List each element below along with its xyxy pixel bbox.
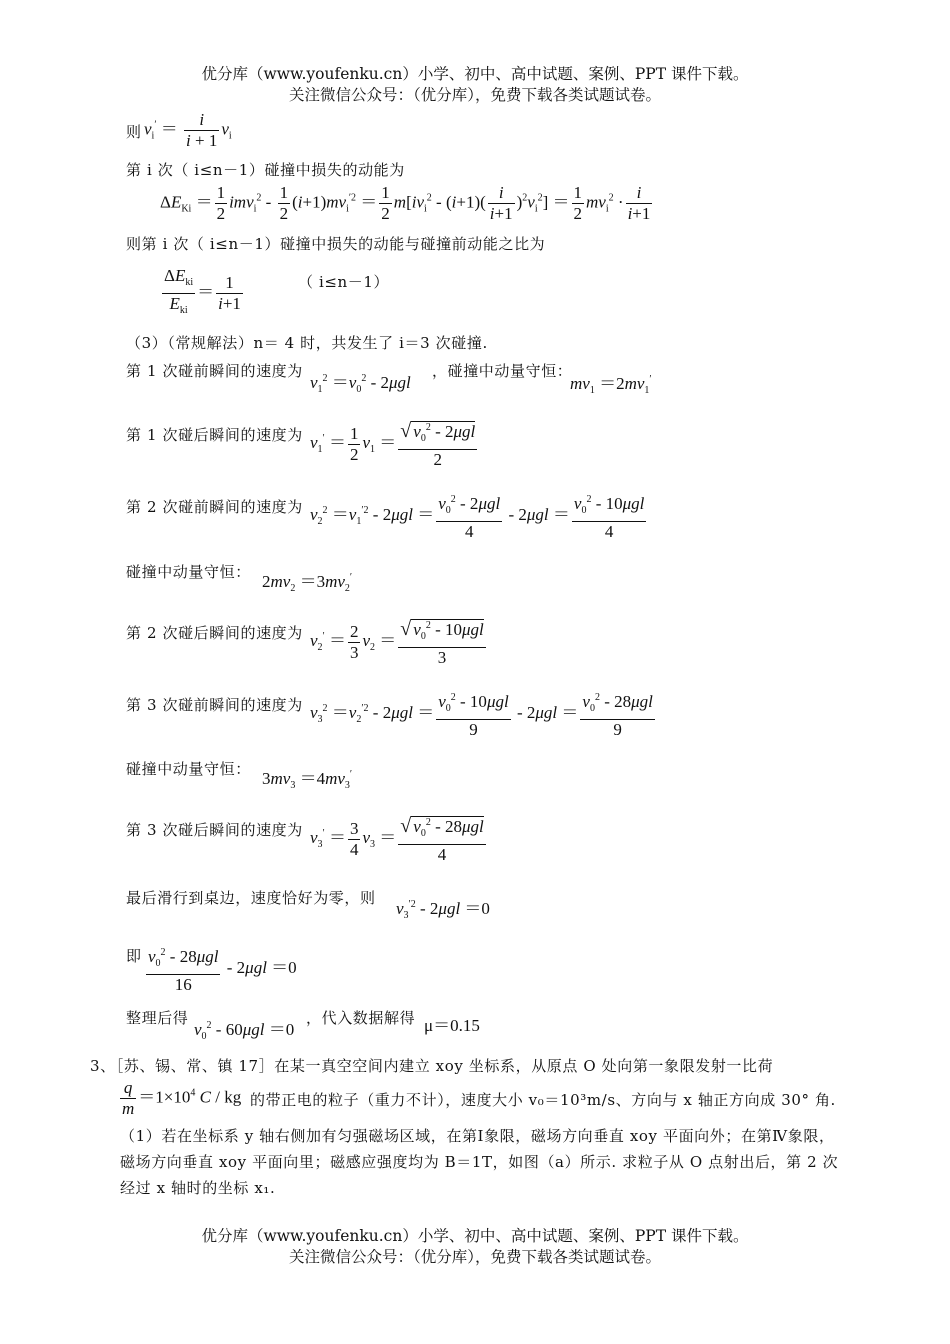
ratio-intro: 则第 i 次（ i≤n－1）碰撞中损失的动能与碰撞前动能之比为 — [126, 235, 546, 253]
q3-line-2: 的带正电的粒子（重力不计），速度大小 v₀＝10³m/s、方向与 x 轴正方向成 30° 角. — [250, 1091, 836, 1109]
formula-v2-squared: $v_2^2 =v_1^{'2} - 2\mu gl$ ＝ $\frac{v_0^2 - 2\mu gl}{4}$ - 2μgl ＝ $\frac{v_0^2 - 10\mu gl}{4}$ — [310, 490, 648, 542]
q3-line-1: 3、［苏、锡、常、镇 17］在某一真空空间内建立 xoy 坐标系，从原点 O 处向第一象限发射一比荷 — [90, 1057, 774, 1075]
c3-momentum-label: 碰撞中动量守恒： — [126, 760, 251, 778]
footer-line-1: 优分库（www.youfenku.cn）小学、初中、高中试题、案例、PPT 课件下载。 — [201, 1227, 749, 1245]
ratio-condition: （ i≤n－1） — [298, 273, 390, 291]
formula-vi-prime: $v_i'$ ＝ $\frac{i}{i + 1}$ $v_i$ — [144, 110, 232, 150]
c2-before-label: 第 2 次碰前瞬间的速度为 — [126, 498, 303, 516]
arrange-label: 整理后得 — [126, 1009, 189, 1027]
substitute-label: ，代入数据解得 — [306, 1009, 416, 1027]
header-line-2: 关注微信公众号：（优分库），免费下载各类试题试卷。 — [288, 86, 661, 104]
c3-before-label: 第 3 次碰前瞬间的速度为 — [126, 696, 303, 714]
formula-v3-squared: $v_3^2 =v_2^{'2} - 2\mu gl$ ＝ $\frac{v_0^2 - 10\mu gl}{9}$ - 2μgl ＝ $\frac{v_0^2 - 28\mu gl}{9}$ — [310, 688, 657, 740]
ji-label: 即 — [126, 947, 142, 965]
formula-v1-prime: $v_1'$ ＝ $\frac{1}{2}$ $v_1$ ＝ $\frac{√ v_0^2 - 2\mu gl}{2}$ — [310, 420, 476, 469]
formula-delta-ek: $\Delta E_{Ki}$ ＝ $\frac{1}{2}$ imv$_i^2$ - $\frac{1}{2}$ $(i+1)mv_i^{'2}$ ＝ $\frac{1}{2}$ $m[iv_i^2 - (i+1)$( $\frac{i}{i+1}$ )$^2v_i^2$] ＝ $\frac{1}{2}$ $mv_i^2$ · $\frac{i}{i+1}$ — [160, 183, 651, 223]
formula-momentum-1: $mv_1 =2mv_1'$ — [570, 374, 652, 396]
formula-final: $v_3^{'2} - 2\mu gl =0$ — [396, 899, 490, 921]
formula-arranged: $v_0^2 - 60\mu gl =0$ — [194, 1020, 295, 1042]
final-label: 最后滑行到桌边，速度恰好为零，则 — [126, 889, 376, 907]
formula-momentum-3: $3mv_3 =4mv_3'$ — [262, 769, 353, 791]
header-line-1: 优分库（www.youfenku.cn）小学、初中、高中试题、案例、PPT 课件下载。 — [201, 65, 749, 83]
q3-line-3: （1）若在坐标系 y 轴右侧加有匀强磁场区域，在第Ⅰ象限，磁场方向垂直 xoy 平面向外；在第Ⅳ象限， — [120, 1127, 835, 1145]
c1-before-label: 第 1 次碰前瞬间的速度为 — [126, 362, 303, 380]
c1-after-label: 第 1 次碰后瞬间的速度为 — [126, 426, 303, 444]
c3-after-label: 第 3 次碰后瞬间的速度为 — [126, 821, 303, 839]
part3-heading: （3）（常规解法）n＝ 4 时，共发生了 i＝3 次碰撞. — [126, 334, 488, 352]
mu-result: μ＝0.15 — [424, 1016, 480, 1035]
q3-line-4: 磁场方向垂直 xoy 平面向里；磁感应强度均为 B＝1T，如图（a）所示. 求粒子从 O 点射出后，第 2 次 — [120, 1153, 839, 1171]
q3-line-5: 经过 x 轴时的坐标 x₁. — [120, 1179, 276, 1197]
loss-intro: 第 i 次（ i≤n－1）碰撞中损失的动能为 — [126, 161, 405, 179]
formula-ratio: $\frac{\Delta E_{ki}}{E_{ki}}$ ＝ $\frac{1}{i+1}$ — [164, 266, 241, 316]
formula-v3-prime: $v_3'$ ＝ $\frac{3}{4}$ $v_3$ ＝ $\frac{√ v_0^2 - 28\mu gl}{4}$ — [310, 815, 484, 864]
formula-v1-squared: $v_1^2 =v_0^2 - 2\mu gl$ — [310, 373, 411, 395]
c2-after-label: 第 2 次碰后瞬间的速度为 — [126, 624, 303, 642]
ze-label: 则 — [126, 123, 142, 141]
c2-momentum-label: 碰撞中动量守恒： — [126, 563, 251, 581]
footer-line-2: 关注微信公众号：（优分库），免费下载各类试题试卷。 — [288, 1248, 661, 1266]
formula-v2-prime: $v_2'$ ＝ $\frac{2}{3}$ $v_2$ ＝ $\frac{√ v_0^2 - 10\mu gl}{3}$ — [310, 618, 484, 667]
formula-charge-ratio: $\frac{q}{m}$ $=1\times 10^4$ C / kg — [122, 1078, 242, 1118]
formula-ji: $\frac{v_0^2 - 28\mu gl}{16}$ - 2μgl ＝0 — [144, 943, 297, 995]
c1-momentum-label: ，碰撞中动量守恒： — [432, 362, 573, 380]
formula-momentum-2: $2mv_2 =3mv_2'$ — [262, 572, 353, 594]
